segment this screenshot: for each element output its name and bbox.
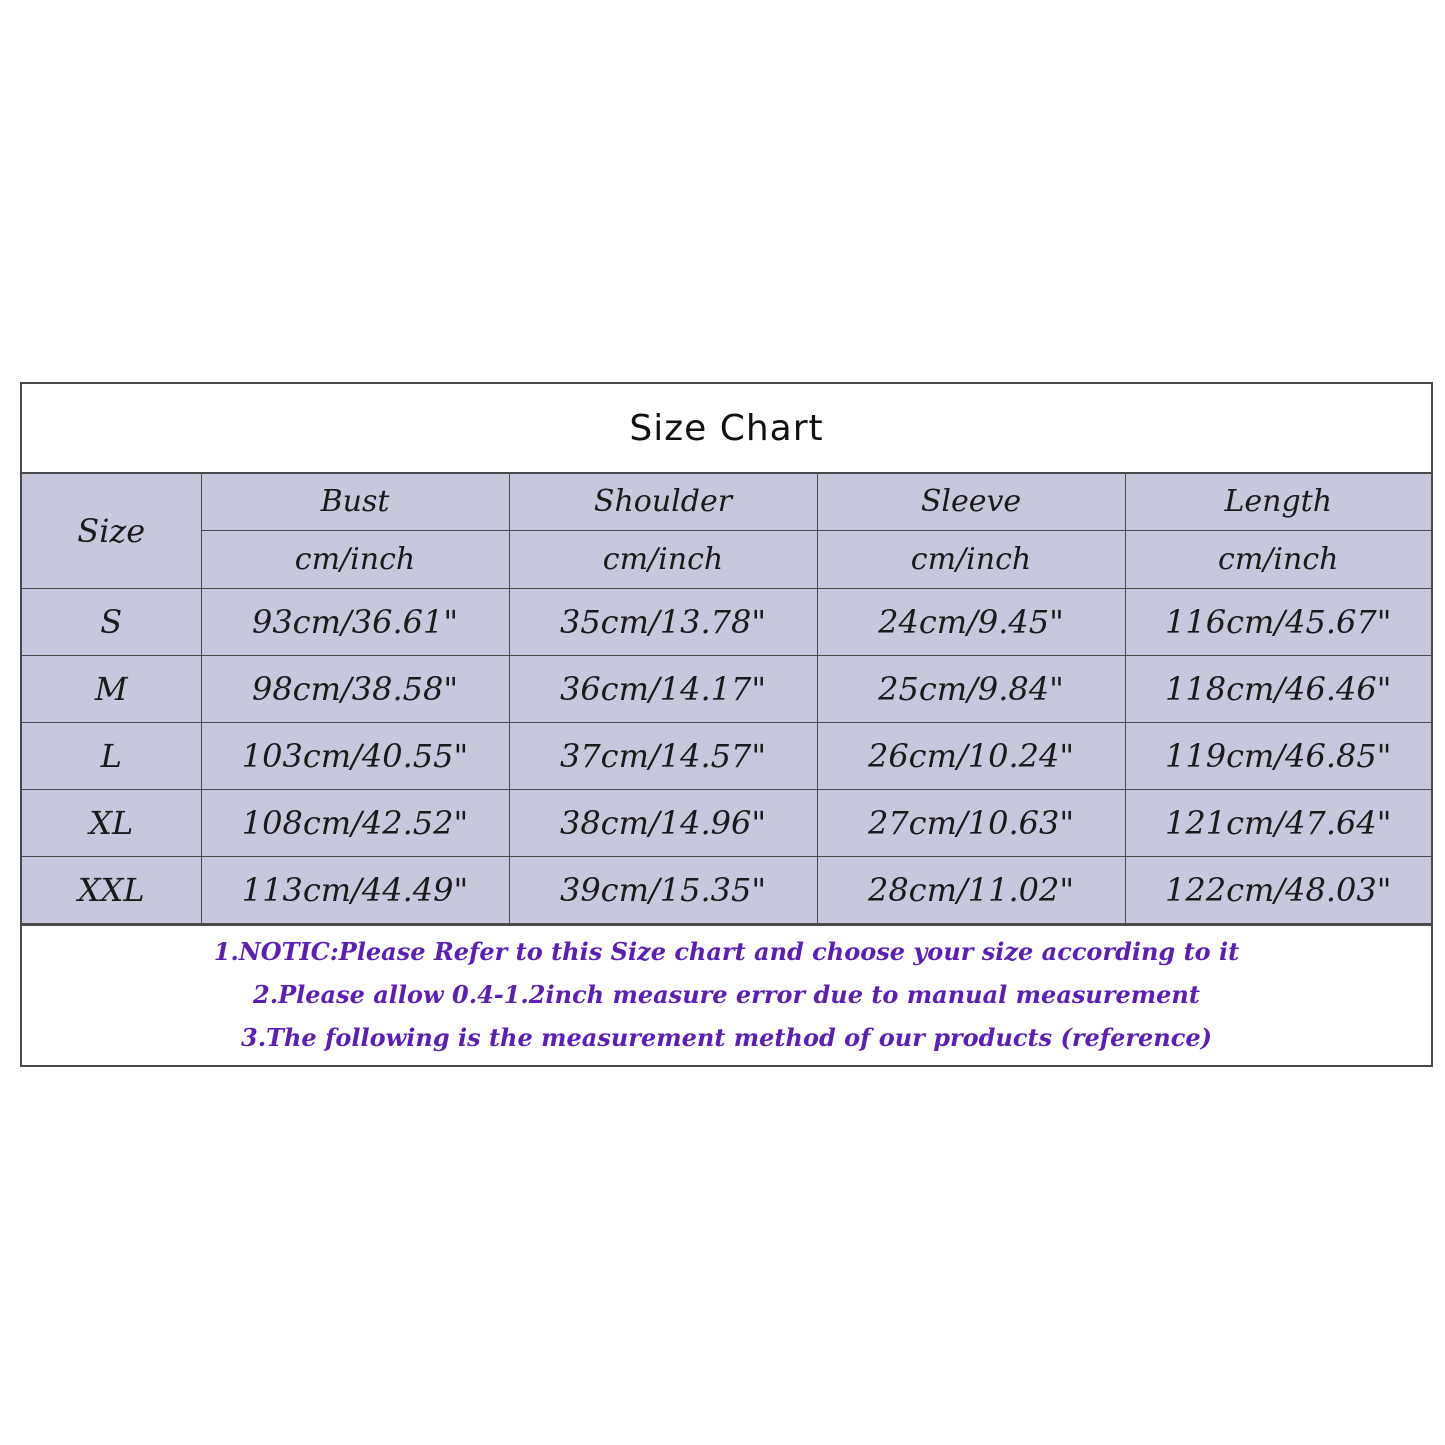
bust-cell: 98cm/38.58" [201,655,509,722]
size-cell: XL [22,789,201,856]
notes-section [22,924,1431,1059]
shoulder-cell: 35cm/13.78" [509,588,817,655]
sleeve-cell: 28cm/11.02" [817,856,1125,923]
bust-cell: 108cm/42.52" [201,789,509,856]
size-cell: L [22,722,201,789]
unit-row [22,530,1431,588]
table-row [22,655,1431,722]
bust-cell: 93cm/36.61" [201,588,509,655]
unit-label: cm/inch [1125,530,1431,588]
length-cell: 116cm/45.67" [1125,588,1431,655]
chart-title: Size Chart [629,407,824,449]
size-chart [20,382,1433,1067]
size-column-header: Size [22,473,201,588]
sleeve-cell: 27cm/10.63" [817,789,1125,856]
size-cell: XXL [22,856,201,923]
unit-label: cm/inch [509,530,817,588]
column-header-sleeve: Sleeve [817,473,1125,530]
length-cell: 122cm/48.03" [1125,856,1431,923]
length-cell: 121cm/47.64" [1125,789,1431,856]
column-header-length: Length [1125,473,1431,530]
sleeve-cell: 24cm/9.45" [817,588,1125,655]
column-header-bust: Bust [201,473,509,530]
shoulder-cell: 38cm/14.96" [509,789,817,856]
shoulder-cell: 36cm/14.17" [509,655,817,722]
table-row [22,856,1431,923]
header-row [22,473,1431,530]
bust-cell: 103cm/40.55" [201,722,509,789]
size-table [22,472,1431,924]
size-cell: S [22,588,201,655]
note-line: 2.Please allow 0.4-1.2inch measure error due to manual measurement [253,979,1200,1009]
size-cell: M [22,655,201,722]
sleeve-cell: 25cm/9.84" [817,655,1125,722]
note-line: 3.The following is the measurement method of our products (reference) [241,1022,1212,1052]
table-row [22,789,1431,856]
unit-label: cm/inch [201,530,509,588]
table-row [22,722,1431,789]
shoulder-cell: 39cm/15.35" [509,856,817,923]
sleeve-cell: 26cm/10.24" [817,722,1125,789]
column-header-shoulder: Shoulder [509,473,817,530]
note-line: 1.NOTIC:Please Refer to this Size chart and choose your size according to it [213,936,1240,966]
unit-label: cm/inch [817,530,1125,588]
length-cell: 118cm/46.46" [1125,655,1431,722]
bust-cell: 113cm/44.49" [201,856,509,923]
table-row [22,588,1431,655]
length-cell: 119cm/46.85" [1125,722,1431,789]
shoulder-cell: 37cm/14.57" [509,722,817,789]
